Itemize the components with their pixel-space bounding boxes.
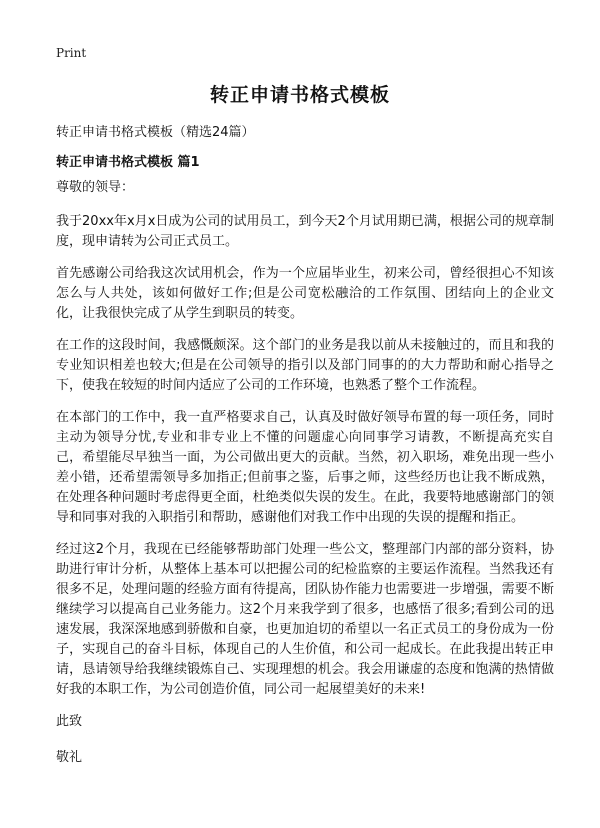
letter-body xyxy=(56,178,554,784)
letter-greeting: 尊敬的领导： xyxy=(56,180,135,195)
letter-paragraph: 我于20xx年x月x日成为公司的试用员工，到今天2个月试用期已满，根据公司的规章制度，现申请转为公司正式员工。 xyxy=(56,214,554,249)
print-link[interactable]: Print xyxy=(56,46,87,60)
letter-closing-2: 敬礼 xyxy=(56,750,83,765)
section-heading: 转正申请书格式模板 篇1 xyxy=(56,155,200,170)
letter-paragraph: 在本部门的工作中，我一直严格要求自己，认真及时做好领导布置的每一项任务，同时主动为领导分忧,专业和非专业上不懂的问题虚心向同事学习请教，不断提高充实自己，希望能尽早独当一面，为公司做出更大的贡献。当然，初入职场，难免出现一些小差小错，还希望需领导多加指正;但前事之鉴，后事之师，这些经历也让我不断成熟，在处理各种问题时考虑得更全面，杜绝类似失误的发生。在此，我要特地感谢部门的领导和同事对我的入职指引和帮助，感谢他们对我工作中出现的失误的提醒和指正。 xyxy=(56,410,554,525)
letter-paragraph: 经过这2个月，我现在已经能够帮助部门处理一些公文，整理部门内部的部分资料，协助进行审计分析，从整体上基本可以把握公司的纪检监察的主要运作流程。当然我还有很多不足，处理问题的经验方面有待提高，团队协作能力也需要进一步增强，需要不断继续学习以提高自己业务能力。这2个月来我学到了很多，也感悟了很多;看到公司的迅速发展，我深深地感到骄傲和自豪，也更加迫切的希望以一名正式员工的身份成为一份子，实现自己的奋斗目标，体现自己的人生价值，和公司一起成长。在此我提出转正申请，恳请领导给我继续锻炼自己、实现理想的机会。我会用谦虚的态度和饱满的热情做好我的本职工作，为公司创造价值，同公司一起展望美好的未来! xyxy=(56,542,554,697)
letter-paragraph: 在工作的这段时间，我感慨颇深。这个部门的业务是我以前从未接触过的，而且和我的专业知识相差也较大;但是在公司领导的指引以及部门同事的的大力帮助和耐心指导之下，使我在较短的时间内适应了公司的工作环境，也熟悉了整个工作流程。 xyxy=(56,338,554,393)
letter-closing-1: 此致 xyxy=(56,714,83,729)
document-subtitle: 转正申请书格式模板（精选24篇） xyxy=(56,125,255,140)
letter-paragraph: 首先感谢公司给我这次试用机会，作为一个应届毕业生，初来公司，曾经很担心不知该怎么与人共处，该如何做好工作;但是公司宽松融洽的工作氛围、团结向上的企业文化，让我很快完成了从学生到职员的转变。 xyxy=(56,266,554,321)
document-title: 转正申请书格式模板 xyxy=(209,84,390,106)
